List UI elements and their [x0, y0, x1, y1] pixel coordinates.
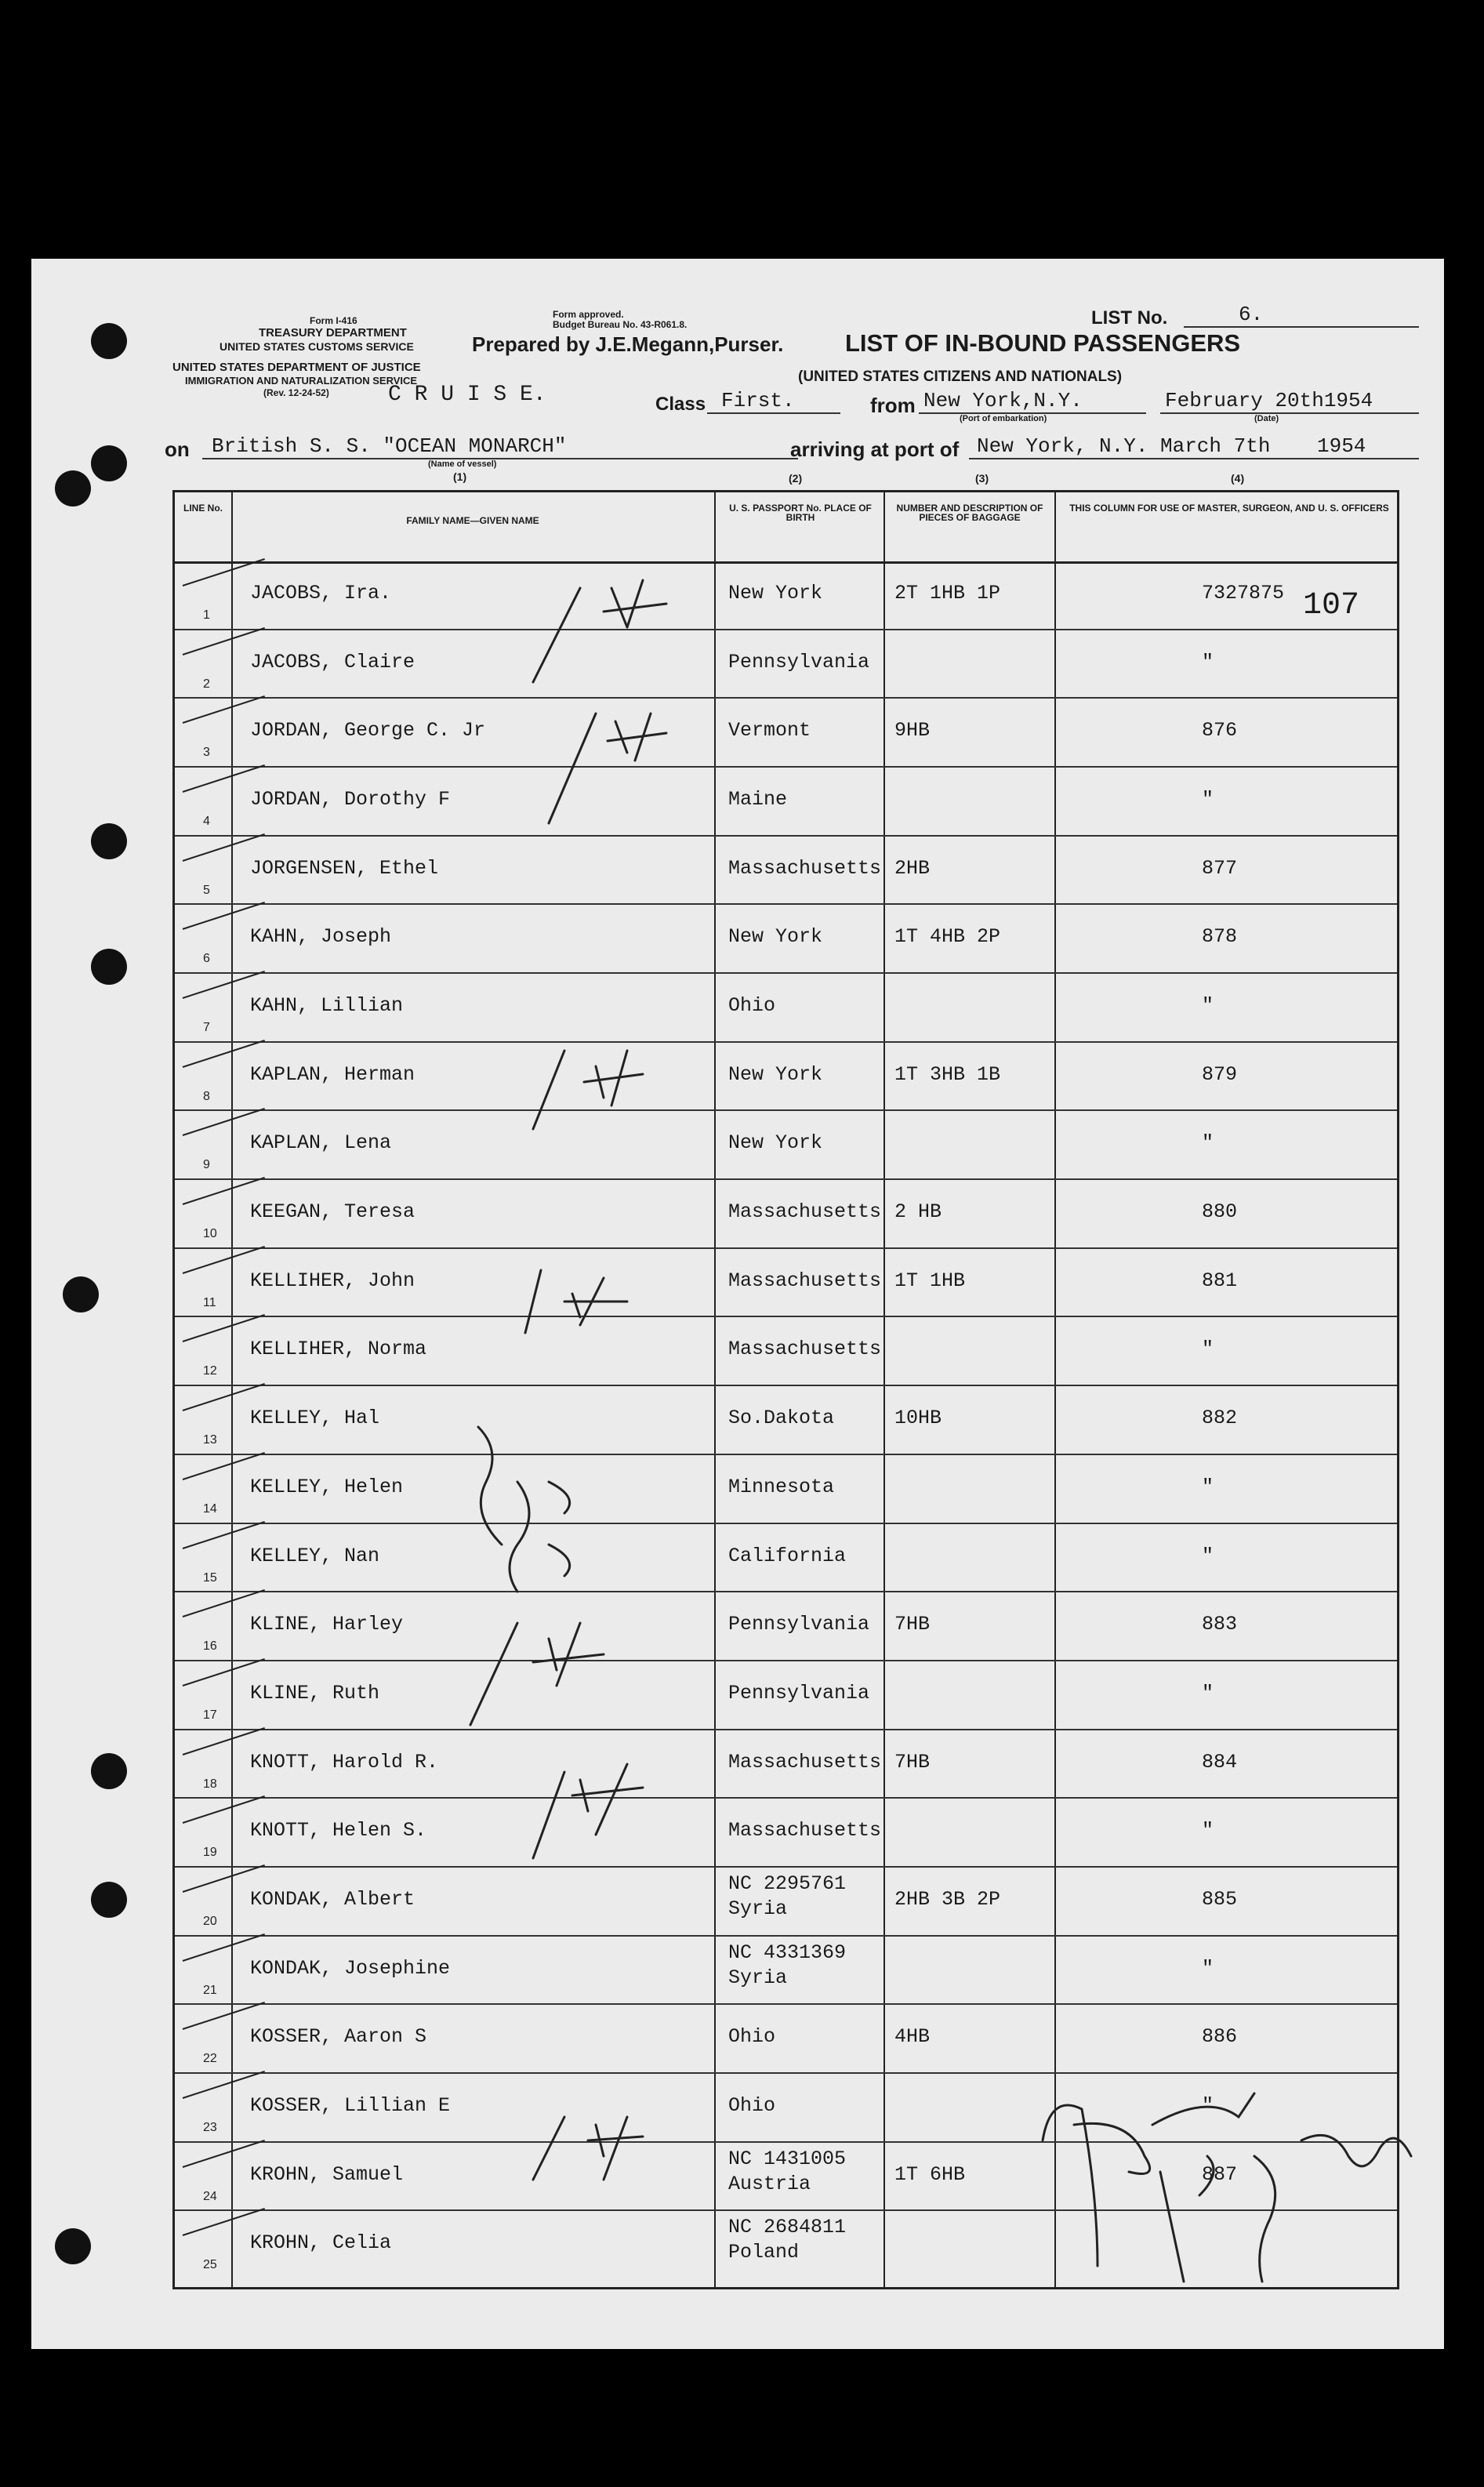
- arriving-label: arriving at port of: [790, 437, 960, 461]
- justice-department: UNITED STATES DEPARTMENT OF JUSTICE: [172, 361, 421, 374]
- row-passenger-name: KLINE, Harley: [250, 1613, 404, 1636]
- row-officer-number: ": [1202, 1131, 1214, 1155]
- col-number-3: (3): [975, 472, 989, 485]
- row-line-number: 12: [203, 1364, 217, 1378]
- form-number: Form I-416: [310, 315, 357, 326]
- row-officer-number: 880: [1202, 1200, 1238, 1224]
- row-passenger-name: KROHN, Samuel: [250, 2162, 404, 2186]
- row-line-number: 2: [203, 677, 210, 691]
- row-line-number: 19: [203, 1846, 217, 1860]
- row-baggage: 7HB: [894, 1750, 931, 1774]
- row-passport-number: NC 4331369: [728, 1941, 847, 1964]
- row-line-number: 10: [203, 1227, 217, 1241]
- row-baggage: 1T 3HB 1B: [894, 1062, 1001, 1086]
- row-passenger-name: JACOBS, Claire: [250, 650, 415, 673]
- row-officer-number: 878: [1202, 925, 1238, 949]
- row-line-number: 4: [203, 815, 210, 829]
- row-baggage: 1T 4HB 2P: [894, 925, 1001, 949]
- row-officer-number: ": [1202, 1819, 1214, 1843]
- row-baggage: 10HB: [894, 1407, 942, 1430]
- row-place-of-birth: Massachusetts: [728, 1269, 882, 1292]
- row-line-number: 11: [203, 1295, 216, 1309]
- row-passenger-name: KELLEY, Nan: [250, 1544, 380, 1567]
- row-baggage: 4HB: [894, 2025, 931, 2049]
- row-officer-number: 886: [1202, 2025, 1238, 2049]
- row-passenger-name: JORDAN, Dorothy F: [250, 788, 451, 811]
- row-line-number: 7: [203, 1021, 210, 1035]
- row-place-of-birth: Pennsylvania: [728, 1613, 870, 1636]
- row-line-number: 24: [203, 2189, 217, 2203]
- row-line-number: 20: [203, 1914, 217, 1928]
- row-line-number: 23: [203, 2120, 217, 2134]
- row-passenger-name: KELLIHER, John: [250, 1269, 415, 1292]
- row-passenger-name: KNOTT, Helen S.: [250, 1819, 427, 1843]
- vessel-name: British S. S. "OCEAN MONARCH": [212, 434, 567, 458]
- row-line-number: 3: [203, 746, 210, 760]
- row-line-number: 22: [203, 2052, 217, 2066]
- row-passenger-name: KROHN, Celia: [250, 2231, 392, 2255]
- ins-service: IMMIGRATION AND NATURALIZATION SERVICE: [185, 375, 418, 387]
- row-line-number: 16: [203, 1639, 217, 1654]
- row-officer-number: ": [1202, 994, 1214, 1018]
- row-officer-number: ": [1202, 1956, 1214, 1980]
- row-baggage: 7HB: [894, 1613, 931, 1636]
- row-officer-number: 7327875: [1202, 582, 1285, 605]
- row-place-of-birth: Vermont: [728, 719, 811, 742]
- row-officer-number: ": [1202, 1338, 1214, 1361]
- form-subtitle: (UNITED STATES CITIZENS AND NATIONALS): [798, 369, 1123, 385]
- row-passenger-name: KAPLAN, Lena: [250, 1131, 392, 1155]
- row-passenger-name: KLINE, Ruth: [250, 1681, 380, 1705]
- row-place-of-birth: Massachusetts: [728, 856, 882, 880]
- row-officer-number: ": [1202, 1681, 1214, 1705]
- row-line-number: 9: [203, 1158, 210, 1172]
- row-passenger-name: KELLEY, Hal: [250, 1407, 380, 1430]
- form-approved: Form approved.: [553, 309, 624, 320]
- col-number-2: (2): [789, 472, 803, 485]
- row-passenger-name: KNOTT, Harold R.: [250, 1750, 439, 1774]
- row-passenger-name: KAHN, Joseph: [250, 925, 392, 949]
- row-place-of-birth: New York: [728, 1062, 823, 1086]
- row-line-number: 8: [203, 1089, 210, 1103]
- from-port: New York,N.Y.: [923, 389, 1083, 412]
- row-line-number: 6: [203, 952, 210, 966]
- header-line-no: LINE No.: [183, 503, 223, 514]
- row-place-of-birth: Ohio: [728, 994, 776, 1018]
- row-baggage: 2 HB: [894, 1200, 942, 1224]
- row-place-of-birth: Massachusetts: [728, 1200, 882, 1224]
- row-place-of-birth: Massachusetts: [728, 1819, 882, 1843]
- department: TREASURY DEPARTMENT: [259, 326, 407, 339]
- form-title: LIST OF IN-BOUND PASSENGERS: [845, 329, 1241, 357]
- row-passenger-name: KONDAK, Josephine: [250, 1956, 451, 1980]
- row-passenger-name: KOSSER, Lillian E: [250, 2093, 451, 2117]
- row-place-of-birth: So.Dakota: [728, 1407, 835, 1430]
- row-line-number: 5: [203, 883, 210, 897]
- header-baggage: NUMBER AND DESCRIPTION OF PIECES OF BAGGAGE: [896, 503, 1043, 523]
- row-baggage: 1T 1HB: [894, 1269, 966, 1292]
- header-passport: U. S. PASSPORT No. PLACE OF BIRTH: [729, 503, 872, 523]
- class-value: First.: [721, 389, 795, 412]
- revision: (Rev. 12-24-52): [263, 387, 329, 398]
- arrival-year: 1954: [1317, 434, 1366, 458]
- row-line-number: 21: [203, 1983, 217, 1997]
- row-officer-number: 881: [1202, 1269, 1238, 1292]
- on-label: on: [165, 437, 190, 461]
- page-stamp-number: 107: [1303, 588, 1360, 623]
- row-officer-number: ": [1202, 788, 1214, 811]
- row-place-of-birth: Pennsylvania: [728, 1681, 870, 1705]
- row-place-of-birth: Massachusetts: [728, 1338, 882, 1361]
- row-officer-number: 879: [1202, 1062, 1238, 1086]
- row-officer-number: 877: [1202, 856, 1238, 880]
- row-place-of-birth: New York: [728, 582, 823, 605]
- customs-service: UNITED STATES CUSTOMS SERVICE: [220, 340, 414, 353]
- row-passenger-name: KOSSER, Aaron S: [250, 2025, 427, 2049]
- row-place-of-birth: Pennsylvania: [728, 650, 870, 673]
- row-passenger-name: KELLIHER, Norma: [250, 1338, 427, 1361]
- row-passenger-name: JACOBS, Ira.: [250, 582, 392, 605]
- row-officer-number: ": [1202, 2093, 1214, 2117]
- row-place-of-birth: Ohio: [728, 2025, 776, 2049]
- row-baggage: 1T 6HB: [894, 2162, 966, 2186]
- col-number-1: (1): [453, 470, 467, 483]
- row-passenger-name: KAHN, Lillian: [250, 994, 404, 1018]
- row-passenger-name: JORDAN, George C. Jr: [250, 719, 486, 742]
- row-place-of-birth: Minnesota: [728, 1475, 835, 1498]
- row-officer-number: 883: [1202, 1613, 1238, 1636]
- row-line-number: 15: [203, 1570, 217, 1585]
- cruise-label: C R U I S E.: [388, 383, 546, 407]
- row-baggage: 2HB 3B 2P: [894, 1887, 1001, 1911]
- port-caption: (Port of embarkation): [960, 414, 1047, 423]
- row-officer-number: ": [1202, 1544, 1214, 1567]
- row-line-number: 14: [203, 1501, 217, 1516]
- row-officer-number: ": [1202, 1475, 1214, 1498]
- row-officer-number: 876: [1202, 719, 1238, 742]
- row-passport-number: NC 2684811: [728, 2216, 847, 2239]
- row-place-of-birth: Syria: [728, 1966, 788, 1989]
- row-baggage: 9HB: [894, 719, 931, 742]
- row-line-number: 13: [203, 1433, 217, 1447]
- date-caption: (Date): [1254, 414, 1279, 423]
- row-officer-number: ": [1202, 650, 1214, 673]
- vessel-caption: (Name of vessel): [428, 459, 497, 469]
- class-label: Class: [655, 394, 706, 415]
- row-line-number: 17: [203, 1708, 217, 1722]
- manifest-page: [31, 259, 1444, 2349]
- from-label: from: [870, 394, 916, 417]
- row-line-number: 1: [203, 608, 210, 622]
- row-passenger-name: KAPLAN, Herman: [250, 1062, 415, 1086]
- row-line-number: 18: [203, 1777, 217, 1791]
- list-no-value: 6.: [1239, 303, 1264, 326]
- arrival-date: March 7th: [1160, 434, 1271, 458]
- row-baggage: 2T 1HB 1P: [894, 582, 1001, 605]
- row-place-of-birth: Ohio: [728, 2093, 776, 2117]
- row-passenger-name: KELLEY, Helen: [250, 1475, 404, 1498]
- row-place-of-birth: Massachusetts: [728, 1750, 882, 1774]
- prepared-by: Prepared by J.E.Megann,Purser.: [472, 332, 784, 356]
- row-passport-number: NC 1431005: [728, 2147, 847, 2170]
- handwritten-annotations: [31, 259, 1444, 2349]
- row-passenger-name: KONDAK, Albert: [250, 1887, 415, 1911]
- row-baggage: 2HB: [894, 856, 931, 880]
- header-officers: THIS COLUMN FOR USE OF MASTER, SURGEON, AND U. S. OFFICERS: [1069, 503, 1389, 514]
- arrival-port: New York, N.Y.: [977, 434, 1148, 458]
- row-place-of-birth: New York: [728, 925, 823, 949]
- row-officer-number: 882: [1202, 1407, 1238, 1430]
- row-place-of-birth: New York: [728, 1131, 823, 1155]
- row-passenger-name: KEEGAN, Teresa: [250, 1200, 415, 1224]
- row-officer-number: 887: [1202, 2162, 1238, 2186]
- row-place-of-birth: Poland: [728, 2241, 800, 2264]
- row-line-number: 25: [203, 2258, 217, 2272]
- header-name: FAMILY NAME—GIVEN NAME: [406, 515, 539, 526]
- row-passport-number: NC 2295761: [728, 1872, 847, 1895]
- budget-bureau: Budget Bureau No. 43-R061.8.: [553, 319, 688, 330]
- row-place-of-birth: Maine: [728, 788, 788, 811]
- row-place-of-birth: Syria: [728, 1897, 788, 1920]
- departure-date: February 20th1954: [1165, 389, 1373, 412]
- list-no-label: LIST No.: [1091, 307, 1168, 329]
- row-passenger-name: JORGENSEN, Ethel: [250, 856, 439, 880]
- row-place-of-birth: California: [728, 1544, 847, 1567]
- row-place-of-birth: Austria: [728, 2172, 811, 2195]
- row-officer-number: 885: [1202, 1887, 1238, 1911]
- col-number-4: (4): [1231, 472, 1245, 485]
- row-officer-number: 884: [1202, 1750, 1238, 1774]
